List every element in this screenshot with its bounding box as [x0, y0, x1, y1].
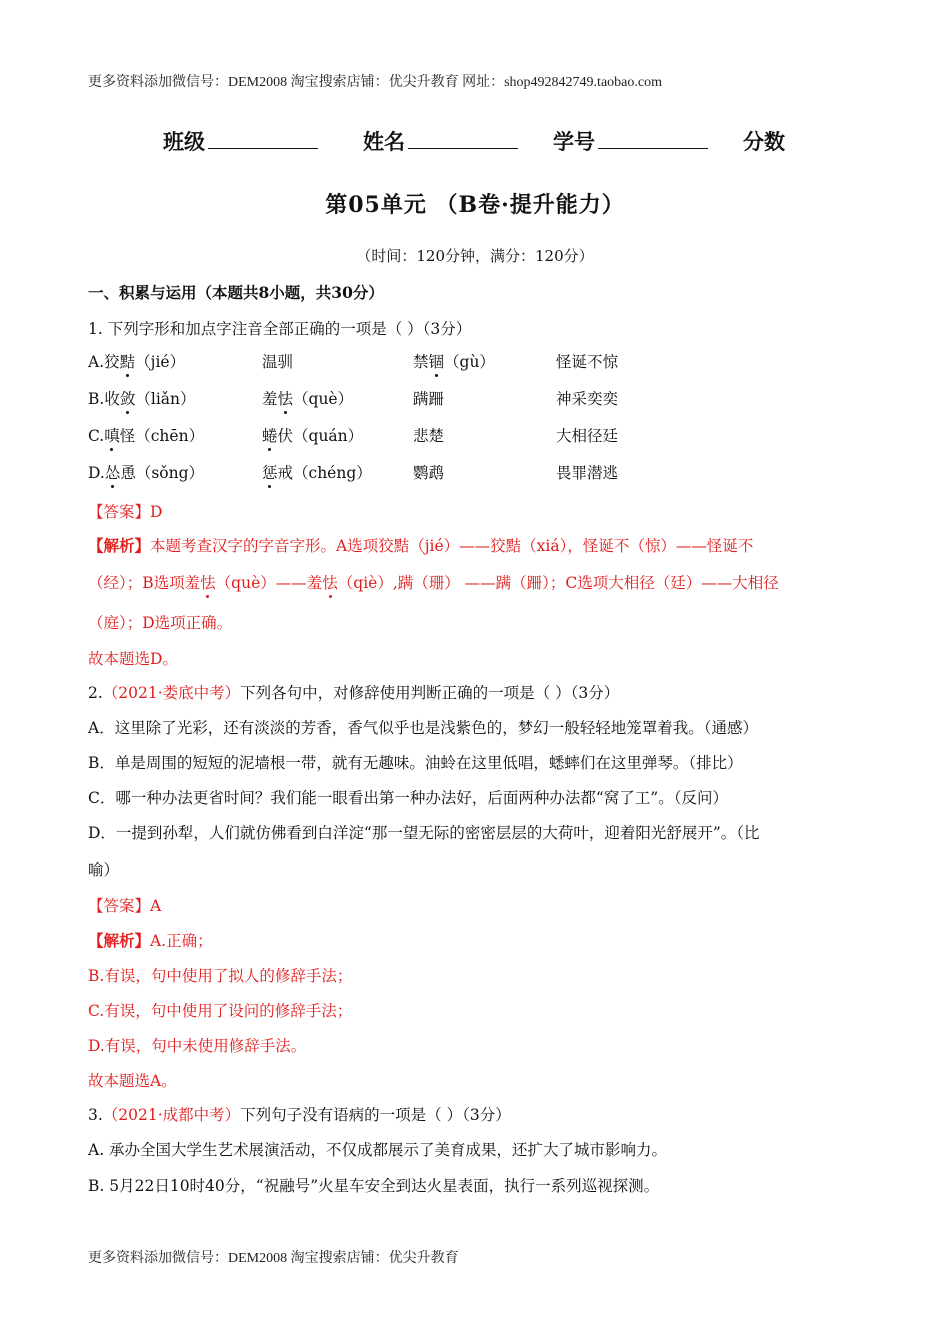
exam-duration: （时间：120分钟，满分：120分）	[356, 247, 594, 265]
document-page: 更多资料添加微信号：DEM2008 淘宝搜索店铺：优尖升教育 网址：shop492842749.taobao.com 班级 姓名 学号 分数 第05单元 （B卷·提升能力） （时间：120分钟，满分：120分） 一、积累与运用（本题共8小题，共30分） 1. 下列字形和加点字注音全部正确的一项是（ ）（3分） A.狡黠（jié） 温驯 禁锢（gù） 怪诞不惊 B.收敛（liǎn） 羞怯（què） 蹒跚 神采奕奕 C.嗔怪（chēn） 蜷伏（quán） 悲楚 大相径廷 D.怂恿（sǒng） 惩戒（chéng） 鹦鹉 畏罪潜逃 【答案】D 【解析】本题考查汉字的字音字形。A选项狡黠（jié）——狡黠（xiá），怪诞不（惊）——怪诞不 （经）；B选项羞怯（què）——羞怯（qiè）,蹒（珊） ——蹒（跚）；C选项大相径（廷）——大相径 （庭）；D选项正确。 故本题选D。 2.（2021·娄底中考）下列各句中，对修辞使用判断正确的一项是（ ）（3分） A．这里除了光彩，还有淡淡的芳香，香气似乎也是浅紫色的，梦幻一般轻轻地笼罩着我。（通感） B．单是周围的短短的泥墙根一带，就有无趣味。油蛉在这里低唱，蟋蟀们在这里弹琴。（排比） C．哪一种办法更省时间？我们能一眼看出第一种办法好，后面两种办法都“窝了工”。（反问） D．一提到孙犁，人们就仿佛看到白洋淀“那一望无际的密密层层的大荷叶，迎着阳光舒展开”。（比 喻） 【答案】A 【解析】A.正确； B.有误，句中使用了拟人的修辞手法； C.有误，句中使用了设问的修辞手法； D.有误，句中未使用修辞手法。 故本题选A。 3.（2021·成都中考）下列句子没有语病的一项是（ ）（3分） A. 承办全国大学生艺术展演活动，不仅成都展示了美育成果，还扩大了城市影响力。 B. 5月22日10时40分，“祝融号”火星车安全到达火星表面，执行一系列巡视探测。 更多资料添加微信号：DEM2008 淘宝搜索店铺：优尖升教育	[0, 0, 950, 1344]
q1-answer: 【答案】D	[88, 503, 163, 521]
q2-analysis-c: C.有误，句中使用了设问的修辞手法；	[88, 1002, 353, 1020]
name-blank[interactable]	[408, 128, 518, 149]
q1-analysis-line1: 【解析】本题考查汉字的字音字形。A选项狡黠（jié）——狡黠（xiá），怪诞不（惊）——怪诞不	[88, 536, 754, 555]
q2-analysis-d: D.有误，句中未使用修辞手法。	[88, 1037, 307, 1055]
q2-option-d: D．一提到孙犁，人们就仿佛看到白洋淀“那一望无际的密密层层的大荷叶，迎着阳光舒展开”。（比	[88, 824, 760, 842]
q1-analysis-line3: （庭）；D选项正确。	[88, 614, 233, 632]
q1-analysis-line2: （经）；B选项羞怯（què）——羞怯（qiè）,蹒（珊） ——蹒（跚）；C选项大相径（廷）——大相径	[88, 571, 779, 593]
class-field[interactable]	[163, 126, 318, 156]
class-label: 班级	[163, 129, 205, 154]
q2-option-d-cont: 喻）	[88, 861, 120, 879]
q2-analysis-a: 【解析】A.正确；	[88, 931, 213, 950]
q3-option-b: B. 5月22日10时40分，“祝融号”火星车安全到达火星表面，执行一系列巡视探测。	[88, 1177, 660, 1195]
q3-option-a: A. 承办全国大学生艺术展演活动，不仅成都展示了美育成果，还扩大了城市影响力。	[88, 1141, 668, 1159]
q2-analysis-b: B.有误，句中使用了拟人的修辞手法；	[88, 967, 353, 985]
score-label: 分数	[743, 129, 785, 154]
section-heading: 一、积累与运用（本题共8小题，共30分）	[88, 283, 384, 302]
name-label: 姓名	[363, 129, 405, 154]
id-blank[interactable]	[598, 128, 708, 149]
id-label: 学号	[553, 129, 595, 154]
footer-note: 更多资料添加微信号：DEM2008 淘宝搜索店铺：优尖升教育	[88, 1251, 459, 1266]
header-note: 更多资料添加微信号：DEM2008 淘宝搜索店铺：优尖升教育 网址：shop492842749.taobao.com	[88, 75, 662, 90]
q2-answer: 【答案】A	[88, 897, 162, 915]
q2-stem: 2.（2021·娄底中考）下列各句中，对修辞使用判断正确的一项是（ ）（3分）	[88, 684, 620, 702]
score-field	[743, 126, 785, 156]
q2-option-b: B．单是周围的短短的泥墙根一带，就有无趣味。油蛉在这里低唱，蟋蟀们在这里弹琴。（排比）	[88, 754, 743, 772]
q1-conclusion: 故本题选D。	[88, 650, 178, 668]
q3-stem: 3.（2021·成都中考）下列句子没有语病的一项是（ ）（3分）	[88, 1106, 511, 1124]
id-field[interactable]	[553, 126, 708, 156]
q2-option-a: A．这里除了光彩，还有淡淡的芳香，香气似乎也是浅紫色的，梦幻一般轻轻地笼罩着我。（通感）	[88, 719, 758, 737]
q1-stem: 1. 下列字形和加点字注音全部正确的一项是（ ）（3分）	[88, 320, 472, 338]
page-title: 第05单元 （B卷·提升能力）	[325, 192, 625, 218]
q2-conclusion: 故本题选A。	[88, 1072, 177, 1090]
q3-source: （2021·成都中考）	[102, 1106, 241, 1124]
name-field[interactable]	[363, 126, 518, 156]
q2-option-c: C．哪一种办法更省时间？我们能一眼看出第一种办法好，后面两种办法都“窝了工”。（反问）	[88, 789, 728, 807]
q2-source: （2021·娄底中考）	[102, 684, 241, 702]
class-blank[interactable]	[208, 128, 318, 149]
